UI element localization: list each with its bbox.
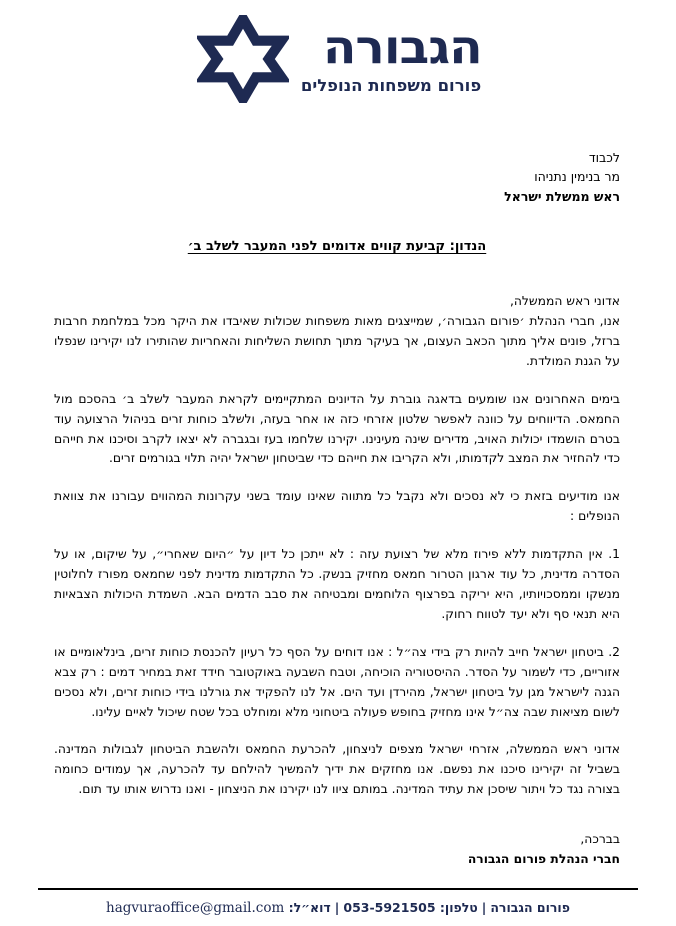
list-item bbox=[54, 545, 620, 625]
closing-greeting: בברכה, bbox=[580, 832, 620, 847]
letter-paragraph-1: אנו, חברי הנהלת ׳פורום הגבורה׳, שמייצגים מאות משפחות שכולות שאיבדו את היקר מכל במלחמת חרבות ברזל, פונים אליך מתוך הכאב העצום, אך בעיקר מתוך תחושת השליחות והאחריות שהותירו לנו יקירינו שנפלו על הגנת המולדת. bbox=[54, 314, 620, 368]
star-of-david-icon bbox=[195, 13, 291, 105]
list-item-text: ביטחון ישראל חייב להיות רק בידי צה״ל : אנו דוחים על הסף כל רעיון להכנסת כוחות זרים, בינלאומיים או אזוריים, כדי לשמור על הסדר. ההיסטוריה הוכיחה, וטבח השבעה באוקטובר חידד זאת במחיר דמים : רק צבא הגנה לישראל מגן על ביטחון ישראל, מהירדן ועד הים. אל לנו להפקיד את גורלנו בידי כוחות זרים, ולא נסכים לשום מציאות שבה צה״ל אינו מחזיק בחופש פעולה ביטחוני מלא ומוחלט בכל שטח שיכול לאיים עלינו. bbox=[54, 644, 620, 719]
list-item-text: אין התקדמות ללא פירוז מלא של רצועת עזה : לא ייתכן כל דיון על ״היום שאחרי״, על שיקום, או על הסדרה מדינית, כל עוד ארגון הטרור חמאס מחזיק בנשק. כל התקדמות מדינית לפני שחמאס מפורז לחלוטין מנשקו וממסכויותיו, היא יריקה בפרצוף הלוחמים ומבטיחה את סבב הדמים הבא. השמדת היכולות הצבאיות היא תנאי סף ולא יעד לטווח רחוק. bbox=[54, 547, 620, 621]
letter-paragraph-2: בימים האחרונים אנו שומעים בדאגה גוברת על הדיונים המתקיימים לקראת המעבר לשלב ב׳ בהסכם מול החמאס. הדיווחים על כוונה לאפשר שלטון אזרחי כזה או אחר בעזה, ולשלב כוחות זרים בניהול הרצועה עוד בטרם הושמדו יכולות האויב, מדירים שינה מעינינו. יקירנו שלחמו בעז ובגברה לא יצאו לקרב וסיכנו את חייהם כדי להחזיר את המצב לקדמותו, ולא הקריבו את חייהם כדי שביטחון ישראל יהיה תלוי בגורמים זרים. bbox=[54, 391, 620, 466]
principles-list bbox=[54, 545, 620, 722]
list-item-number: 1. bbox=[608, 547, 620, 562]
page-footer bbox=[0, 888, 676, 926]
footer-org-name: פורום הגבורה bbox=[490, 900, 570, 915]
footer-divider bbox=[38, 888, 638, 890]
addressee-title: ראש ממשלת ישראל bbox=[504, 188, 620, 204]
brand-tagline: פורום משפחות הנופלים bbox=[300, 75, 482, 95]
brand-wordmark bbox=[300, 19, 482, 95]
footer-separator-1: | bbox=[481, 900, 487, 915]
letterhead bbox=[0, 0, 676, 104]
footer-separator-2: | bbox=[334, 900, 340, 915]
addressee-salutation-line: לכבוד bbox=[588, 150, 620, 165]
letter-salutation: אדוני ראש הממשלה, bbox=[509, 294, 620, 309]
letter-paragraph-4: אדוני ראש הממשלה, אזרחי ישראל מצפים לניצחון, להכרעת החמאס ולהשבת הביטחון לגבולות המדינה. בשביל זה יקירינו סיכנו את נפשם. אנו מחזקים את ידיך להמשיך להילחם עד להכרעה, אך עמודים כחומה בצורה נגד כל ויתור שיסכן את עתיד המדינה. במותם ציוו לנו יקירנו את הניצחון - ואנו נדרוש אותו עד תום. bbox=[54, 742, 620, 797]
list-item-number: 2. bbox=[608, 644, 620, 659]
addressee-block bbox=[54, 148, 620, 206]
addressee-name: מר בנימין נתניהו bbox=[534, 169, 620, 185]
footer-email-address[interactable]: hagvuraoffice@gmail.com bbox=[106, 900, 285, 916]
letter-content bbox=[0, 148, 676, 870]
brand-name: הגבורה bbox=[322, 19, 482, 75]
letter-paragraph-3: אנו מודיעים בזאת כי לא נסכים ולא נקבל כל מתווה שאינו עומד בשני עקרונות המהווים עבורנו את צוואת הנופלים : bbox=[54, 489, 620, 524]
signer-name: חברי הנהלת פורום הגבורה bbox=[467, 851, 620, 866]
subject-line bbox=[54, 239, 620, 254]
footer-phone-label: טלפון: bbox=[439, 900, 478, 915]
subject-text: הנדון: קביעת קווים אדומים לפני המעבר לשלב ב׳ bbox=[187, 239, 487, 255]
footer-email-label: דוא״ל: bbox=[288, 900, 331, 915]
footer-contact-line bbox=[38, 900, 638, 916]
signature-block bbox=[54, 830, 620, 869]
list-item bbox=[54, 643, 620, 723]
footer-phone-number: 053-5921505 bbox=[343, 900, 436, 915]
